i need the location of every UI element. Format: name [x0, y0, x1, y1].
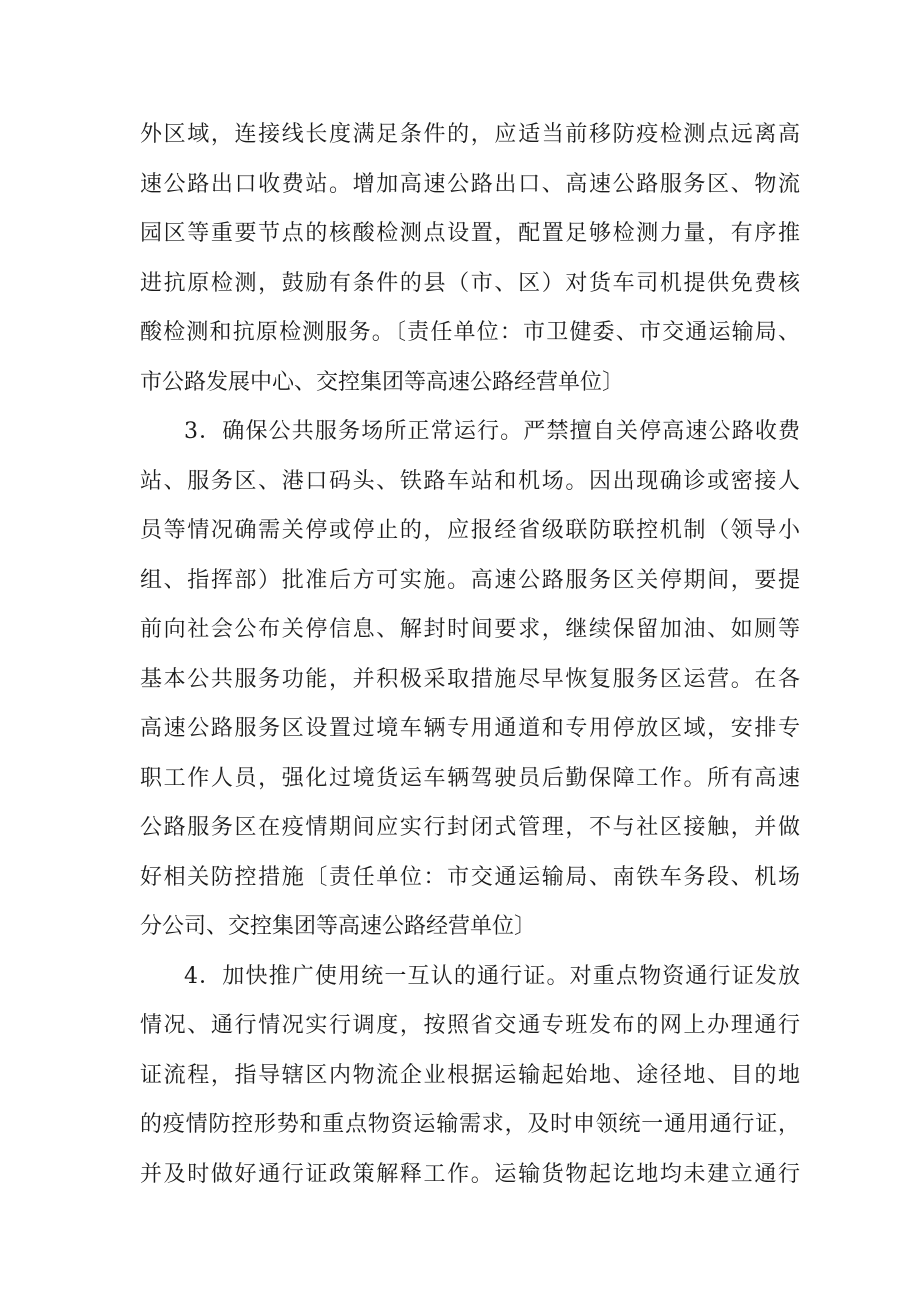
- text-line: 情况、通行情况实行调度，按照省交通专班发布的网上办理通行: [140, 1013, 800, 1038]
- text-line: 证流程，指导辖区内物流企业根据运输起始地、途径地、目的地: [140, 1062, 800, 1088]
- text-line: 组、指挥部）批准后方可实施。高速公路服务区关停期间，要提: [140, 567, 800, 593]
- text-line: 职工作人员，强化过境货运车辆驾驶员后勤保障工作。所有高速: [140, 765, 800, 791]
- section-heading-line: 3．确保公共服务场所正常运行。严禁擅自关停高速公路收费: [184, 419, 800, 444]
- text-line: 进抗原检测，鼓励有条件的县（市、区）对货车司机提供免费核: [140, 270, 800, 296]
- text-line: 市公路发展中心、交控集团等高速公路经营单位〕: [140, 369, 625, 395]
- text-line: 园区等重要节点的核酸检测点设置，配置足够检测力量，有序推: [140, 221, 800, 246]
- text-line: 外区域，连接线长度满足条件的，应适当前移防疫检测点远离高: [140, 122, 800, 147]
- text-line: 分公司、交控集团等高速公路经营单位〕: [140, 914, 537, 939]
- text-line: 公路服务区在疫情期间应实行封闭式管理，不与社区接触，并做: [140, 815, 800, 840]
- text-line: 站、服务区、港口码头、铁路车站和机场。因出现确诊或密接人: [140, 468, 800, 494]
- text-line: 好相关防控措施〔责任单位：市交通运输局、南铁车务段、机场: [140, 864, 800, 890]
- text-line: 速公路出口收费站。增加高速公路出口、高速公路服务区、物流: [140, 171, 800, 197]
- text-line: 并及时做好通行证政策解释工作。运输货物起讫地均未建立通行: [140, 1161, 800, 1187]
- text-line: 前向社会公布关停信息、解封时间要求，继续保留加油、如厕等: [140, 617, 800, 642]
- section-heading-line: 4．加快推广使用统一互认的通行证。对重点物资通行证发放: [184, 963, 800, 989]
- text-line: 高速公路服务区设置过境车辆专用通道和专用停放区域，安排专: [140, 716, 800, 741]
- text-line: 的疫情防控形势和重点物资运输需求，及时申领统一通用通行证，: [140, 1112, 800, 1137]
- text-line: 基本公共服务功能，并积极采取措施尽早恢复服务区运营。在各: [140, 666, 800, 692]
- body-text: [140, 110, 800, 1199]
- text-line: 酸检测和抗原检测服务。〔责任单位：市卫健委、市交通运输局、: [140, 320, 800, 345]
- text-line: 员等情况确需关停或停止的，应报经省级联防联控机制（领导小: [140, 518, 800, 543]
